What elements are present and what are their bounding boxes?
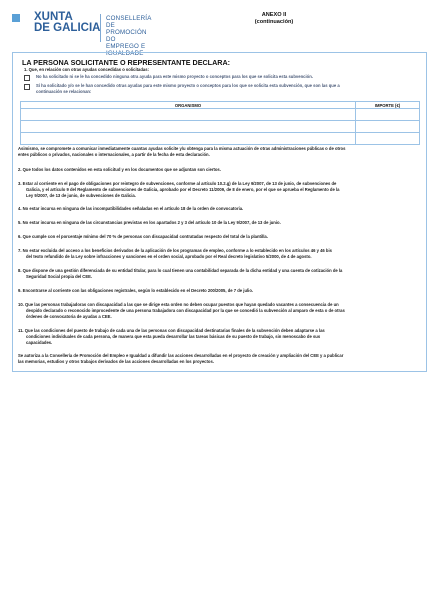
- section-title: LA PERSONA SOLICITANTE O REPRESENTANTE DECLARA:: [22, 58, 231, 67]
- declaration-11-cont: condiciones individuales de cada persona, de manera que esta pueda desarrollar las tareas básicas de su puesto de trabajo, sin menoscabo de sus: [26, 334, 321, 339]
- declaration-4: 4. No estar incursa en ninguna de las incompatibilidades señaladas en el artículo 18 de la orden de convocatoria.: [18, 206, 244, 211]
- table-row: [21, 121, 420, 133]
- organism-cell[interactable]: [21, 133, 356, 145]
- anexo-heading: ANEXO II (continuación): [254, 12, 294, 25]
- declaration-8-cont: Seguridad Social propia del CEE.: [26, 274, 93, 279]
- declaration-9: 9. Encontrarse al corriente con las obligaciones registrales, según lo establecido en el Decreto 200/2005, de 7 de julio.: [18, 288, 254, 293]
- table-row: [21, 109, 420, 121]
- option-yes-aid-label-cont: continuación se relacionan:: [36, 89, 92, 94]
- declaration-7-cont: del texto refundido de la Ley sobre infracciones y sanciones en el orden social, aprobado por el Real decreto legislativo 5/2000, de 4 de agosto.: [26, 254, 312, 259]
- declaration-10-cont2: órdenes de convocatoria de ayudas a CEE.: [26, 314, 112, 319]
- flag-icon: [12, 14, 20, 22]
- declaration-10-cont: despido declarado o reconocido improcedente de una persona trabajadora con discapacidad por la que se concedió la subvención al amparo de esta o de otras: [26, 308, 345, 313]
- declaration-3: 3. Estar al corriente en el pago de obligaciones por reintegro de subvenciones, conforme al artículo 10.2.g) de la Ley 9/2007, de 13 de junio, de subvenciones de: [18, 181, 337, 186]
- question-1: 1. Que, en relación con otras ayudas concedidas o solicitadas:: [24, 67, 149, 72]
- declaration-6: 6. Que cumple con el porcentaje mínimo del 70 % de personas con discapacidad contratadas respecto del total de la plantilla.: [18, 234, 268, 239]
- checkbox-no-aid[interactable]: [24, 75, 30, 81]
- declaration-10: 10. Que las personas trabajadoras con discapacidad a las que se dirige esta orden no deben ocupar puestos que hayan quedado vacantes a consecuencia de un: [18, 302, 339, 307]
- commitment-text: Asimismo, se compromete a comunicar inmediatamente cuantas ayudas solicite y/u obtenga para la misma actuación de otras administraciones públicas o de otros: [18, 146, 346, 151]
- authorization-text: Se autoriza a la Consellería de Promoción del Empleo e Igualdad a difundir las acciones desarrolladas en el proyecto de creación y ampliación del CEE y a publicar: [18, 353, 344, 358]
- declaration-11-cont2: capacidades.: [26, 340, 53, 345]
- declaration-frame: [12, 52, 427, 372]
- xunta-logo: [12, 11, 152, 58]
- checkbox-yes-aid[interactable]: [24, 84, 30, 90]
- declaration-5: 5. No estar incursa en ninguna de las circunstancias previstas en los apartados 2 y 3 del artículo 10 de la Ley 9/2007, de 13 de junio.: [18, 220, 281, 225]
- organism-cell[interactable]: [21, 109, 356, 121]
- organism-cell[interactable]: [21, 121, 356, 133]
- declaration-11: 11. Que las condiciones del puesto de trabajo de cada una de las personas con discapacidad destinatarias finales de la subvención deben adaptarse a las: [18, 328, 325, 333]
- department-name: CONSELLERÍA DE PROMOCIÓN DO EMPREGO E IGUALDADE: [106, 15, 152, 58]
- amount-cell[interactable]: [356, 121, 420, 133]
- authorization-text-cont: las memorias, estudios y otros trabajos derivados de las acciones desarrolladas en los proyectos.: [18, 359, 214, 364]
- table-row: [21, 133, 420, 145]
- table-header-amount: IMPORTE (€): [356, 102, 420, 109]
- declaration-3-cont: Galicia, y el artículo 9 del Reglamento de subvenciones de Galicia, aprobado por el Decreto 11/2009, de 8 de enero, por el que se aprueba el Reglamento de la: [26, 187, 340, 192]
- aid-table: [20, 101, 420, 145]
- logo-separator: [100, 14, 101, 42]
- declaration-2: 2. Que todos los datos contenidos en esta solicitud y en los documentos que se adjuntan son ciertos.: [18, 167, 221, 172]
- option-no-aid-label: No ha solicitado ni se le ha concedido ninguna otra ayuda para este mismo proyecto o conceptos para los que se solicita esta subvención.: [36, 74, 313, 79]
- commitment-text-cont: entes públicos o privados, nacionales o internacionales, a partir de la fecha de esta declaración.: [18, 152, 210, 157]
- declaration-8: 8. Que dispone de una gestión diferenciada de su entidad titular, para lo cual tienen una contabilidad separada de la dicha entidad y una cuenta de cotización de la: [18, 268, 343, 273]
- document-header: [12, 8, 427, 58]
- logo-text: XUNTA DE GALICIA: [34, 11, 101, 34]
- declaration-3-cont2: Ley 9/2007, de 13 de junio, de subvenciones de Galicia.: [26, 193, 136, 198]
- amount-cell[interactable]: [356, 109, 420, 121]
- option-yes-aid-label: Sí ha solicitado y/o se le han concedido otras ayudas para este mismo proyecto o conceptos para los que se solicita esta subvención, que son las que a: [36, 83, 340, 88]
- declaration-7: 7. No estar excluida del acceso a los beneficios derivados de la aplicación de los programas de empleo, conforme a lo establecido en los artículos 46 y 46 bis: [18, 248, 332, 253]
- amount-cell[interactable]: [356, 133, 420, 145]
- table-header-organism: ORGANISMO: [21, 102, 356, 109]
